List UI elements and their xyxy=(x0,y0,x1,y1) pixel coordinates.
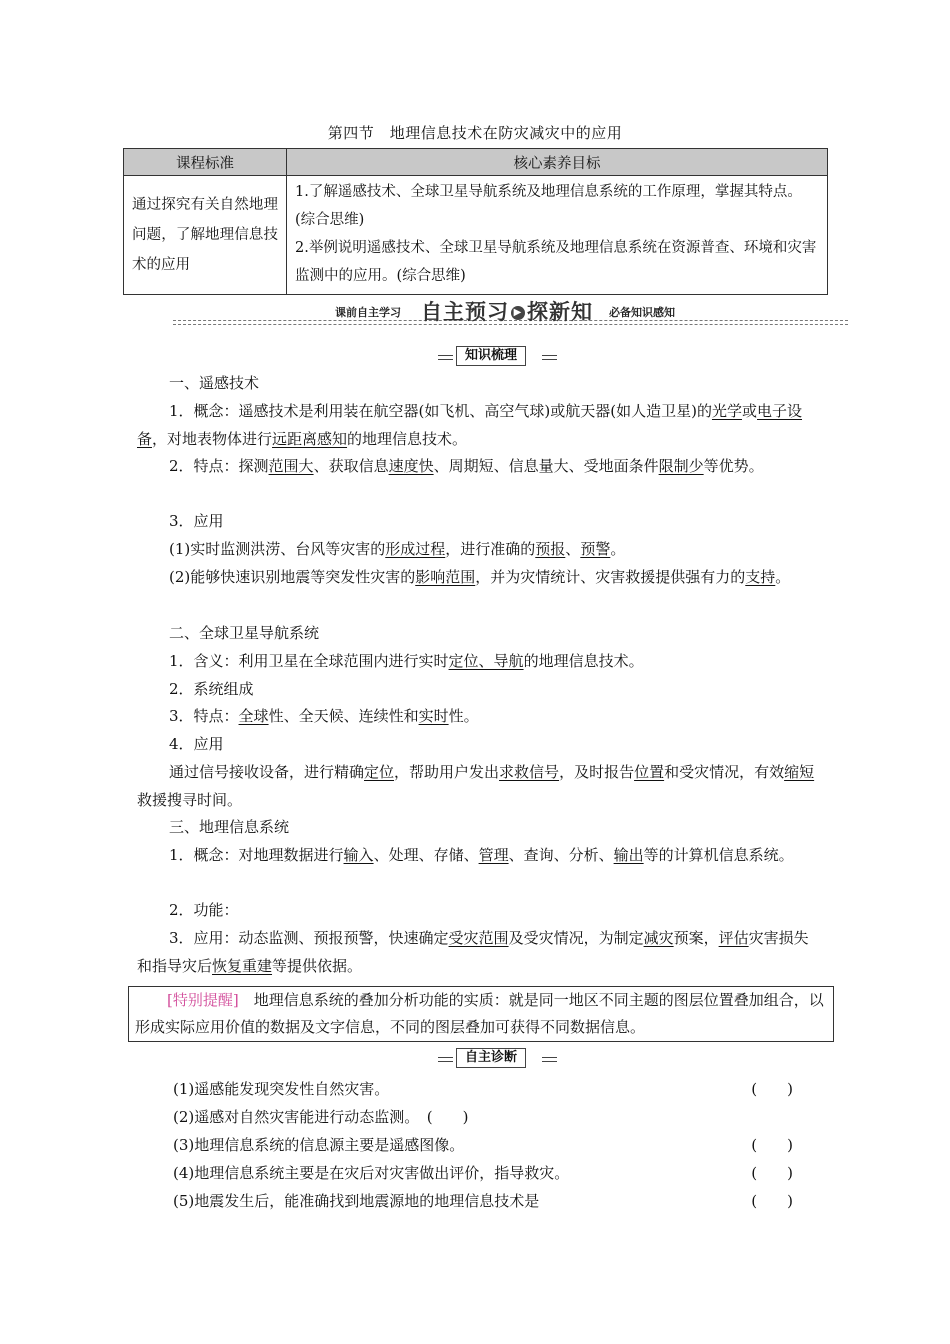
heading-gnss: 二、全球卫星导航系统 xyxy=(169,624,320,642)
rs-app-2: (2)能够快速识别地震等突发性灾害的影响范围，并为灾情统计、灾害救援提供强有力的支持。 xyxy=(169,568,791,586)
table-header-goals: 核心素养目标 xyxy=(287,149,828,176)
goal-2: 2.举例说明遥感技术、全球卫星导航系统及地理信息系统在资源普查、环境和灾害监测中的应用。(综合思维) xyxy=(295,240,817,284)
question-5: (5)地震发生后，能准确找到地震源地的地理信息技术是 ( ) xyxy=(173,1192,793,1210)
gis-concept: 1．概念：对地理数据进行输入、处理、存储、管理、查询、分析、输出等的计算机信息系统。 xyxy=(169,846,794,864)
banner-heading-left: 自主预习 xyxy=(421,300,509,324)
question-3: (3)地理信息系统的信息源主要是遥感图像。 ( ) xyxy=(173,1136,793,1154)
gnss-definition: 1．含义：利用卫星在全球范围内进行实时定位、导航的地理信息技术。 xyxy=(169,652,644,670)
rs-app-1: (1)实时监测洪涝、台风等灾害的形成过程，进行准确的预报、预警。 xyxy=(169,540,626,558)
section-tag-diagnosis xyxy=(438,1048,558,1068)
gnss-app-heading: 4．应用 xyxy=(169,735,224,753)
goal-1: 1.了解遥感技术、全球卫星导航系统及地理信息系统的工作原理，掌握其特点。(综合思维) xyxy=(295,184,802,228)
standards-table xyxy=(123,148,828,295)
banner-heading xyxy=(421,296,593,326)
banner-right-caption: 必备知识感知 xyxy=(609,306,675,319)
gnss-components: 2．系统组成 xyxy=(169,680,254,698)
section-tag-knowledge xyxy=(438,346,558,366)
gis-application: 3．应用：动态监测、预报预警，快速确定受灾范围及受灾情况，为制定减灾预案，评估灾害损失和指导灾后恢复重建等提供依据。 xyxy=(137,929,809,975)
heading-gis: 三、地理信息系统 xyxy=(169,818,290,836)
arrow-right-icon: ▶ xyxy=(511,306,525,320)
gnss-app-text: 通过信号接收设备，进行精确定位，帮助用户发出求救信号，及时报告位置和受灾情况，有效缩短救援搜寻时间。 xyxy=(137,763,815,809)
section-tag-label: 自主诊断 xyxy=(456,1048,526,1068)
gis-function: 2．功能： xyxy=(169,901,239,919)
reminder-label: [特别提醒] xyxy=(167,991,239,1009)
question-4: (4)地理信息系统主要是在灾后对灾害做出评价，指导救灾。 ( ) xyxy=(173,1164,793,1182)
rs-feature: 2．特点：探测范围大、获取信息速度快、周期短、信息量大、受地面条件限制少等优势。 xyxy=(169,457,764,475)
table-header-standard: 课程标准 xyxy=(124,149,287,176)
banner-left-caption: 课前自主学习 xyxy=(335,306,401,319)
section-banner xyxy=(173,298,848,326)
gnss-features: 3．特点：全球性、全天候、连续性和实时性。 xyxy=(169,707,479,725)
banner-heading-right: 探新知 xyxy=(527,300,593,324)
heading-remote-sensing: 一、遥感技术 xyxy=(169,374,260,392)
reminder-text: 地理信息系统的叠加分析功能的实质：就是同一地区不同主题的图层位置叠加组合，以形成实际应用价值的数据及文字信息，不同的图层叠加可获得不同数据信息。 xyxy=(135,991,824,1036)
section-tag-label: 知识梳理 xyxy=(456,346,526,366)
rs-concept: 1．概念：遥感技术是利用装在航空器(如飞机、高空气球)或航天器(如人造卫星)的光学或电子设备，对地表物体进行远距离感知的地理信息技术。 xyxy=(137,402,803,448)
goals-cell xyxy=(287,176,828,295)
question-2: (2)遥感对自然灾害能进行动态监测。 ( ) xyxy=(173,1108,469,1126)
question-1: (1)遥感能发现突发性自然灾害。 ( ) xyxy=(173,1080,793,1098)
rs-app-heading: 3．应用 xyxy=(169,512,224,530)
special-reminder-box xyxy=(128,986,834,1042)
page-title: 第四节 地理信息技术在防灾减灾中的应用 xyxy=(327,124,623,142)
standard-text: 通过探究有关自然地理问题，了解地理信息技术的应用 xyxy=(124,176,287,295)
